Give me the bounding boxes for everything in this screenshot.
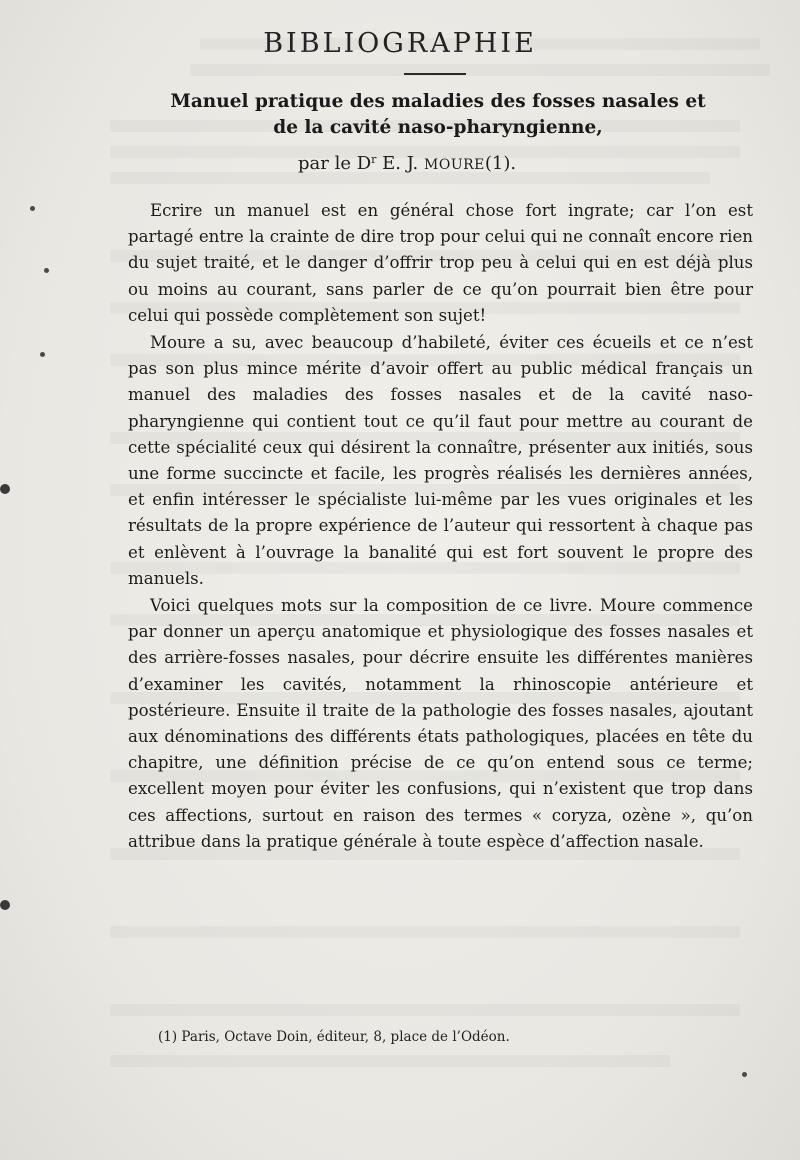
heading-rule	[404, 73, 466, 75]
footnote-text: Paris, Octave Doin, éditeur, 8, place de l’Odéon.	[177, 1029, 510, 1045]
footnote	[158, 1029, 510, 1045]
author-byline	[298, 153, 516, 174]
byline-prefix: par le D	[298, 153, 372, 174]
section-heading: BIBLIOGRAPHIE	[263, 28, 537, 59]
author-name: MOURE	[424, 157, 485, 173]
speck-mark	[30, 206, 35, 211]
paragraph: Voici quelques mots sur la composition de ce livre. Moure commence par donner un aperçu anatomique et physiologique des fosses nasales et des arrière-fosses nasales, pour décrire ensuite les différentes manières d’examiner les cavités, notamment la rhinoscopie antérieure et postérieure. Ensuite il traite de la pathologie des fosses nasales, ajoutant aux dénominations des différents états pathologiques, placées en tête du chapitre, une définition précise de ce qu’on entend sous ce terme; excellent moyen pour éviter les confusions, qui n’existent que trop dans ces affections, surtout en raison des termes « coryza, ozène », qu’on attribue dans la pratique générale à toute espèce d’affection nasale.	[128, 596, 753, 851]
byline-initials: E. J.	[376, 153, 424, 174]
byline-sup: r	[371, 153, 377, 166]
binding-hole-mark	[0, 900, 10, 910]
binding-hole-mark	[0, 484, 10, 494]
footnote-number: (1)	[158, 1029, 178, 1045]
speck-mark	[40, 352, 45, 357]
book-title-line-1: Manuel pratique des maladies des fosses nasales et	[170, 91, 706, 112]
paragraph: Moure a su, avec beaucoup d’habileté, éviter ces écueils et ce n’est pas son plus mince mérite d’avoir offert au public médical français un manuel des maladies des fosses nasales et de la cavité naso-pharyngienne qui contient tout ce qu’il faut pour mettre au courant de cette spécialité ceux qui désirent la connaître, présenter aux initiés, sous une forme succincte et facile, les progrès réalisés les dernières années, et enfin intéresser le spécialiste lui-même par les vues originales et les résultats de la propre expérience de l’auteur qui ressortent à chaque pas et enlèvent à l’ouvrage la banalité qui est fort souvent le propre des manuels.	[128, 333, 753, 588]
paragraph: Ecrire un manuel est en général chose fort ingrate; car l’on est partagé entre la crainte de dire trop pour celui qui ne connaît encore rien du sujet traité, et le danger d’offrir trop peu à celui qui en est déjà plus ou moins au courant, sans parler de ce qu’on pourrait bien être pour celui qui possède complètement son sujet!	[128, 201, 753, 325]
review-body	[128, 198, 753, 855]
footnote-ref: (1).	[484, 153, 517, 174]
speck-mark	[44, 268, 49, 273]
book-title-line-2: de la cavité naso-pharyngienne,	[273, 117, 603, 138]
book-title	[118, 89, 758, 141]
speck-mark	[742, 1072, 747, 1077]
